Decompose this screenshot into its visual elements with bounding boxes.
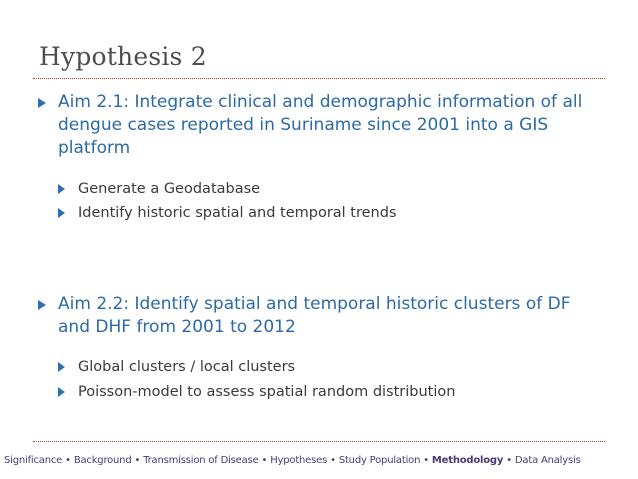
footer-separator: • — [506, 455, 512, 466]
footer-nav — [4, 455, 636, 466]
footer-separator: • — [330, 455, 336, 466]
footer-separator: • — [65, 455, 71, 466]
footer-nav-hypotheses[interactable]: Hypotheses — [270, 455, 328, 466]
aim-2-1-subitem-1: Generate a Geodatabase — [78, 181, 261, 197]
aim-2-1-bullet-icon — [38, 98, 46, 108]
sub-bullet-icon — [58, 387, 65, 397]
aim-2-2-text: Aim 2.2: Identify spatial and temporal historic clusters of DF and DHF from 2001 to 2012 — [58, 294, 571, 337]
aim-2-2-subitem-2: Poisson-model to assess spatial random distribution — [78, 384, 456, 400]
footer-nav-background[interactable]: Background — [73, 455, 132, 466]
footer-nav-data-analysis[interactable]: Data Analysis — [514, 455, 581, 466]
footer-nav-study-population[interactable]: Study Population — [338, 455, 421, 466]
sub-bullet-icon — [58, 362, 65, 372]
footer-separator: • — [423, 455, 429, 466]
footer-separator: • — [134, 455, 141, 466]
sub-bullet-icon — [58, 184, 65, 194]
aim-2-2-subitem-1: Global clusters / local clusters — [78, 359, 296, 375]
sub-bullet-icon — [58, 208, 65, 218]
footer-nav-methodology[interactable]: Methodology — [431, 455, 504, 466]
footer-nav-transmission[interactable]: Transmission of Disease — [143, 455, 259, 466]
slide-title: Hypothesis 2 — [39, 42, 207, 71]
aim-2-1-subitem-2: Identify historic spatial and temporal trends — [78, 205, 397, 221]
footer-separator: • — [261, 455, 268, 466]
footer-nav-significance[interactable]: Significance — [4, 455, 63, 466]
aim-2-1-text: Aim 2.1: Integrate clinical and demographic information of all dengue cases reported in Suriname since 2001 into a GIS platform — [58, 92, 583, 158]
footer-divider — [33, 441, 605, 442]
aim-2-2-bullet-icon — [38, 300, 46, 310]
title-divider — [33, 78, 605, 79]
